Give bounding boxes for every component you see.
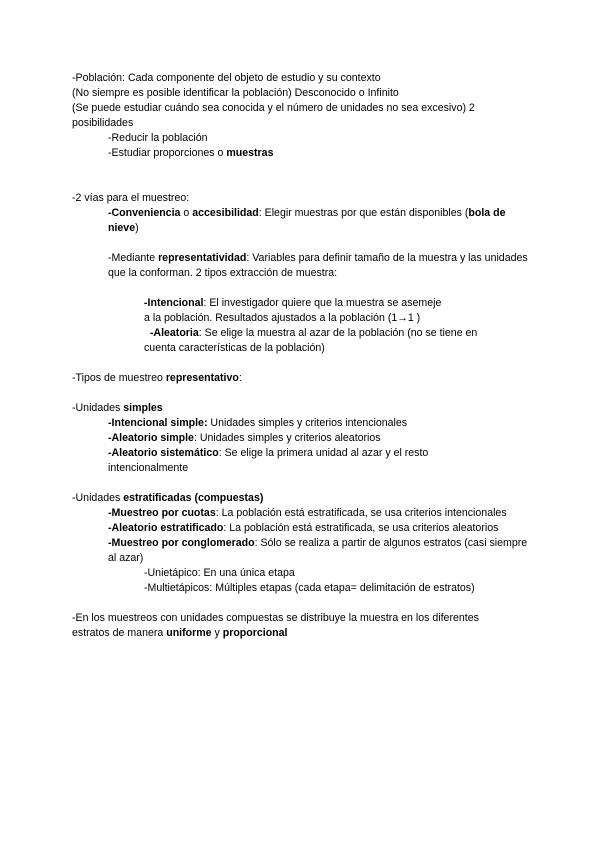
paragraph-unidades-estratificadas (72, 491, 532, 506)
bold-text: -Intencional (144, 297, 204, 309)
paragraph-unidades-simples (72, 401, 532, 416)
spacer (72, 356, 532, 371)
spacer (72, 161, 532, 176)
text: -En los muestreos con unidades compuestas se distribuye la muestra en los diferentes estratos de manera (72, 612, 479, 639)
list-item-unietapico: -Unietápico: En una única etapa (144, 567, 295, 579)
spacer (72, 176, 532, 191)
text: : Se elige la muestra al azar de la población (no se tiene en cuenta características de la población) (144, 327, 478, 354)
text: : El investigador quiere que la muestra se asemeje a la población. Resultados ajustados a la población (1→1 ) (144, 297, 442, 324)
paragraph-vias: -2 vías para el muestreo: (72, 192, 190, 204)
bold-text: -Aleatoria (149, 327, 199, 339)
spacer (72, 236, 532, 251)
list-item-aleatorio-sistematico (72, 446, 532, 476)
list-item-proporciones (72, 146, 532, 161)
text: y (211, 627, 223, 639)
bold-text: representatividad (158, 252, 247, 264)
paragraph-posibilidades: (Se puede estudiar cuándo sea conocida y el número de unidades no sea excesivo) 2 posibilidades (72, 102, 475, 129)
bold-text: muestras (226, 147, 274, 159)
paragraph-muestreos-compuestas (72, 611, 532, 641)
bold-text: -Muestreo por conglomerado (108, 537, 255, 549)
text: -Tipos de muestreo (72, 372, 166, 384)
text: : Se elige la primera unidad al azar y el resto intencionalmente (108, 447, 429, 474)
text: ) (135, 222, 139, 234)
text: -Unidades (72, 402, 124, 414)
spacer (72, 281, 532, 296)
text: : (238, 372, 242, 384)
list-item-conglomerado (72, 536, 532, 566)
bold-text: bola de nieve (108, 207, 506, 234)
text: -Unidades (72, 492, 124, 504)
bold-text: proporcional (222, 627, 288, 639)
bold-text: -Aleatorio estratificado (108, 522, 224, 534)
list-item-aleatorio-estratificado (72, 521, 532, 536)
text: -Mediante (108, 252, 159, 264)
bold-text: -Aleatorio simple (108, 432, 194, 444)
text: o (180, 207, 193, 219)
bold-text: estratificadas (compuestas) (123, 492, 264, 504)
text: : La población está estratificada, se usa criterios aleatorios (223, 522, 499, 534)
text: : La población está estratificada, se usa criterios intencionales (215, 507, 507, 519)
list-item-reducir: -Reducir la población (108, 132, 208, 144)
text: : Variables para definir tamaño de la muestra y las unidades que la conforman. 2 tipos extracción de muestra: (108, 252, 528, 279)
bold-text: uniforme (166, 627, 212, 639)
bold-text: accesibilidad (192, 207, 259, 219)
document-body (72, 71, 532, 641)
list-item-aleatoria (72, 326, 532, 356)
bold-text: -Aleatorio sistemático (108, 447, 219, 459)
list-item-representatividad (72, 251, 532, 281)
spacer (72, 596, 532, 611)
text: -Estudiar proporciones o (108, 147, 227, 159)
text: Unidades simples y criterios intencionales (207, 417, 408, 429)
bold-text: -Conveniencia (108, 207, 181, 219)
list-item-intencional (72, 296, 532, 326)
paragraph-poblacion: -Población: Cada componente del objeto de estudio y su contexto (72, 72, 381, 84)
list-item-conveniencia (72, 206, 532, 236)
list-item-cuotas (72, 506, 532, 521)
spacer (72, 386, 532, 401)
text: : Sólo se realiza a partir de algunos estratos (casi siempre al azar) (108, 537, 528, 564)
bold-text: -Muestreo por cuotas (108, 507, 216, 519)
list-item-aleatorio-simple (72, 431, 532, 446)
text: : Unidades simples y criterios aleatorios (193, 432, 381, 444)
list-item-multietapicos: -Multietápicos: Múltiples etapas (cada etapa= delimitación de estratos) (144, 582, 475, 594)
bold-text: simples (123, 402, 163, 414)
text: : Elegir muestras por que están disponibles ( (258, 207, 469, 219)
bold-text: representativo (165, 372, 239, 384)
list-item-intencional-simple (72, 416, 532, 431)
paragraph-identificar: (No siempre es posible identificar la población) Desconocido o Infinito (72, 87, 399, 99)
spacer (72, 476, 532, 491)
paragraph-tipos (72, 371, 532, 386)
bold-text: -Intencional simple: (108, 417, 208, 429)
